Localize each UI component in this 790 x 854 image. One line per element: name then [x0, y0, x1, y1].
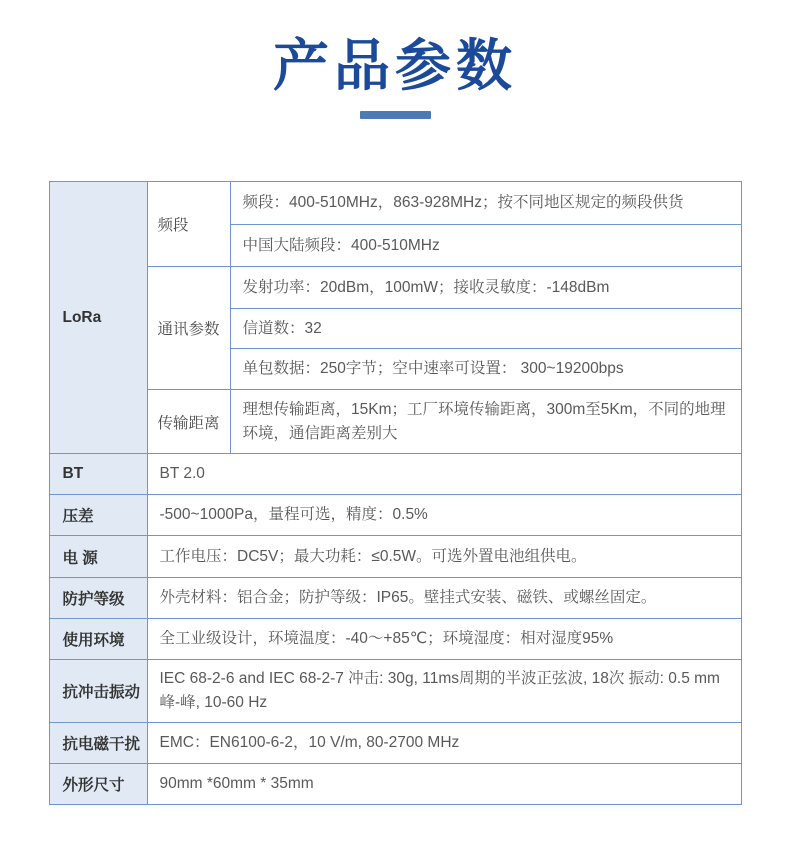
value-cell: 理想传输距离，15Km；工厂环境传输距离，300m至5Km，不同的地理环境，通信距离差别大 — [230, 390, 741, 454]
value-cell: 频段：400-510MHz，863-928MHz；按不同地区规定的频段供货 — [230, 182, 741, 225]
value-cell: EMC：EN6100-6-2，10 V/m, 80-2700 MHz — [147, 723, 741, 764]
value-cell: 90mm *60mm * 35mm — [147, 764, 741, 805]
category-cell-power: 电 源 — [49, 536, 147, 578]
table-row — [49, 660, 741, 723]
value-cell: 单包数据：250字节；空中速率可设置： 300~19200bps — [230, 349, 741, 390]
table-row — [49, 267, 741, 309]
table-row — [49, 578, 741, 619]
subcategory-cell-range: 传输距离 — [147, 390, 230, 454]
table-row — [49, 723, 741, 764]
category-cell-shock-vibration: 抗冲击振动 — [49, 660, 147, 723]
table-row — [49, 495, 741, 536]
table-row — [49, 454, 741, 495]
category-cell-lora: LoRa — [49, 182, 147, 454]
value-cell: IEC 68-2-6 and IEC 68-2-7 冲击: 30g, 11ms周期的半波正弦波, 18次 振动: 0.5 mm 峰-峰, 10-60 Hz — [147, 660, 741, 723]
table-row — [49, 182, 741, 225]
table-row — [49, 764, 741, 805]
category-cell-emc: 抗电磁干扰 — [49, 723, 147, 764]
value-cell: -500~1000Pa，量程可选，精度：0.5% — [147, 495, 741, 536]
title-underline — [360, 111, 431, 119]
subcategory-cell-comm-params: 通讯参数 — [147, 267, 230, 390]
spec-table — [49, 181, 742, 805]
table-row — [49, 619, 741, 660]
value-cell: 全工业级设计，环境温度：-40～+85℃；环境湿度：相对湿度95% — [147, 619, 741, 660]
value-cell: 中国大陆频段：400-510MHz — [230, 225, 741, 267]
value-cell: 发射功率：20dBm，100mW；接收灵敏度：-148dBm — [230, 267, 741, 309]
value-cell: 工作电压：DC5V；最大功耗：≤0.5W。可选外置电池组供电。 — [147, 536, 741, 578]
value-cell: 外壳材料：铝合金；防护等级：IP65。壁挂式安装、磁铁、或螺丝固定。 — [147, 578, 741, 619]
category-cell-protection: 防护等级 — [49, 578, 147, 619]
category-cell-dimensions: 外形尺寸 — [49, 764, 147, 805]
value-cell: BT 2.0 — [147, 454, 741, 495]
table-row — [49, 536, 741, 578]
category-cell-bt: BT — [49, 454, 147, 495]
table-row — [49, 390, 741, 454]
value-cell: 信道数：32 — [230, 309, 741, 349]
page-title: 产品参数 — [273, 34, 517, 97]
category-cell-pressure: 压差 — [49, 495, 147, 536]
subcategory-cell-band: 频段 — [147, 182, 230, 267]
category-cell-environment: 使用环境 — [49, 619, 147, 660]
